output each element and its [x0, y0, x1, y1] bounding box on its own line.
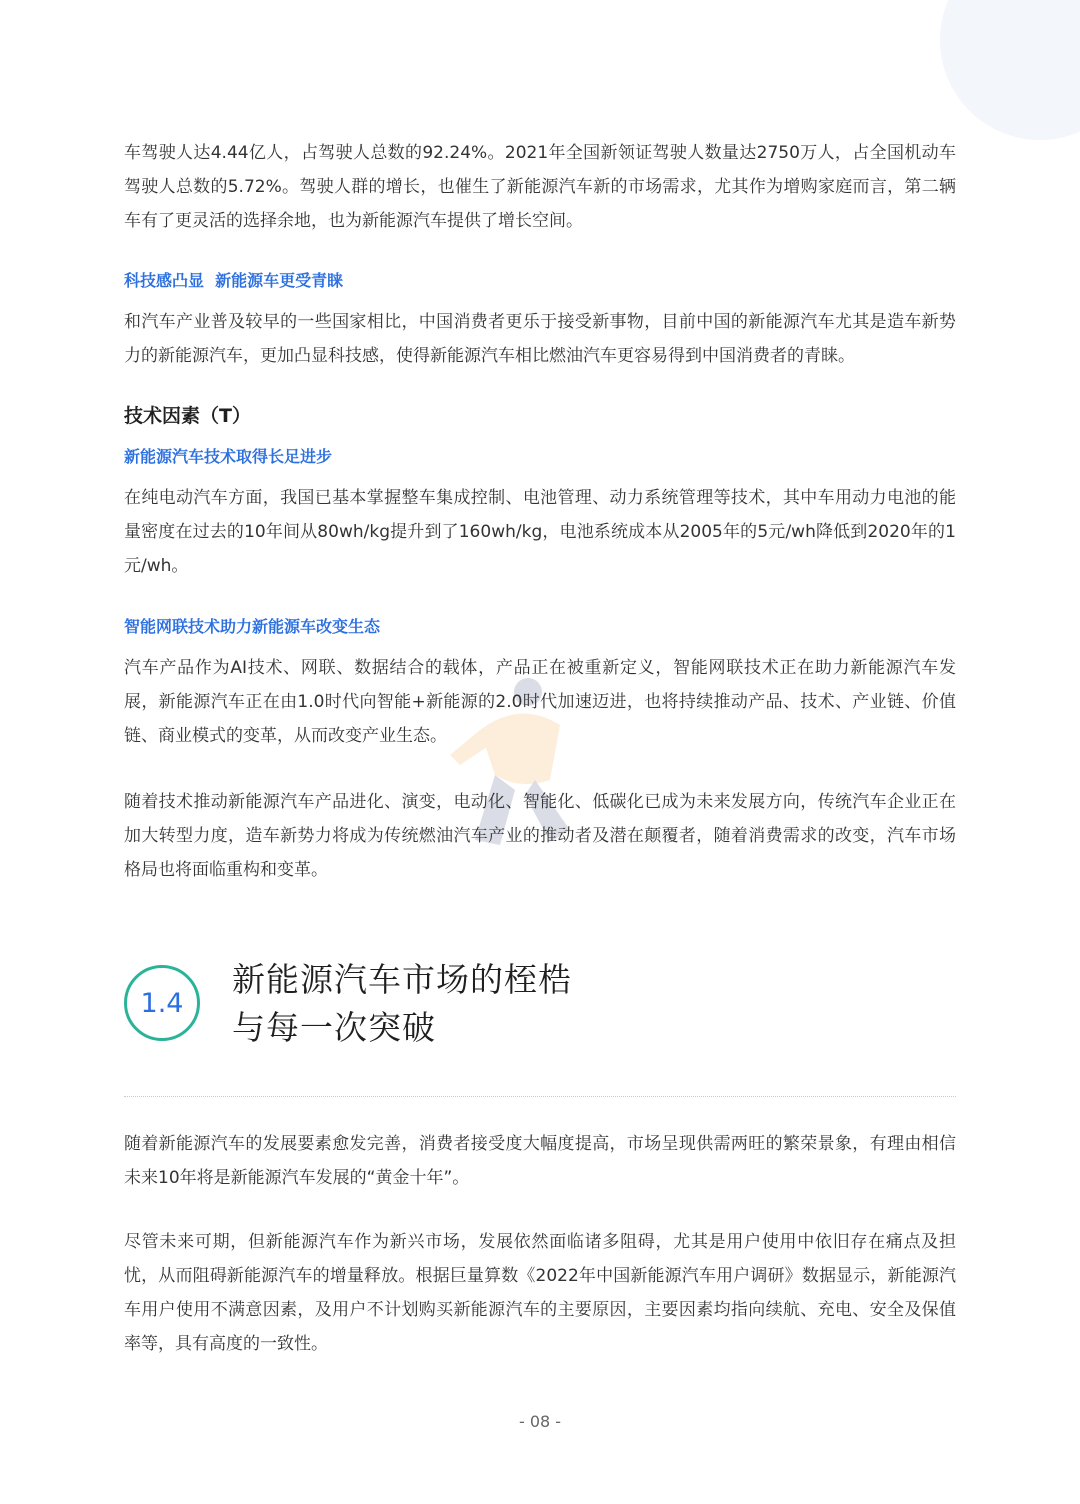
tech-progress-heading: 新能源汽车技术取得长足进步 — [124, 447, 333, 466]
tech-factor-heading: 技术因素（T） — [124, 405, 251, 427]
trend-paragraph: 随着技术推动新能源汽车产品进化、演变，电动化、智能化、低碳化已成为未来发展方向，传统汽车企业正在加大转型力度，造车新势力将成为传统燃油汽车产业的推动者及潜在颠覆者，随着消费需求的改变，汽车市场格局也将面临重构和变革。 — [124, 792, 956, 880]
page-number: - 08 - — [518, 1412, 562, 1431]
tech-sense-paragraph: 和汽车产业普及较早的一些国家相比，中国消费者更乐于接受新事物，目前中国的新能源汽车尤其是造车新势力的新能源汽车，更加凸显科技感，使得新能源汽车相比燃油汽车更容易得到中国消费者的青睐。 — [124, 312, 956, 366]
tech-progress-paragraph: 在纯电动汽车方面，我国已基本掌握整车集成控制、电池管理、动力系统管理等技术，其中车用动力电池的能量密度在过去的10年间从80wh/kg提升到了160wh/kg，电池系统成本从2005年的5元/wh降低到2020年的1元/wh。 — [124, 488, 956, 576]
section-number-badge: 1.4 — [124, 965, 200, 1041]
tech-sense-heading: 科技感凸显 新能源车更受青睐 — [124, 271, 344, 290]
section-paragraph-1: 随着新能源汽车的发展要素愈发完善，消费者接受度大幅度提高，市场呈现供需两旺的繁荣景象，有理由相信未来10年将是新能源汽车发展的“黄金十年”。 — [124, 1134, 956, 1188]
section-title-line-1: 新能源汽车市场的桎梏 — [232, 960, 572, 999]
decorative-corner-circle — [940, 0, 1080, 140]
section-title-line-2: 与每一次突破 — [232, 1008, 436, 1047]
section-title — [232, 956, 572, 1052]
smart-network-heading: 智能网联技术助力新能源车改变生态 — [124, 617, 381, 636]
section-paragraph-2: 尽管未来可期，但新能源汽车作为新兴市场，发展依然面临诸多阻碍，尤其是用户使用中依旧存在痛点及担忧，从而阻碍新能源汽车的增量释放。根据巨量算数《2022年中国新能源汽车用户调研》数据显示，新能源汽车用户使用不满意因素，及用户不计划购买新能源汽车的主要原因，主要因素均指向续航、充电、安全及保值率等，具有高度的一致性。 — [124, 1232, 956, 1354]
section-divider — [124, 1096, 956, 1097]
smart-network-paragraph: 汽车产品作为AI技术、网联、数据结合的载体，产品正在被重新定义，智能网联技术正在助力新能源汽车发展，新能源汽车正在由1.0时代向智能+新能源的2.0时代加速迈进，也将持续推动产品、技术、产业链、价值链、商业模式的变革，从而改变产业生态。 — [124, 658, 956, 746]
intro-paragraph: 车驾驶人达4.44亿人，占驾驶人总数的92.24%。2021年全国新领证驾驶人数量达2750万人，占全国机动车驾驶人总数的5.72%。驾驶人群的增长，也催生了新能源汽车新的市场需求，尤其作为增购家庭而言，第二辆车有了更灵活的选择余地，也为新能源汽车提供了增长空间。 — [124, 143, 956, 231]
